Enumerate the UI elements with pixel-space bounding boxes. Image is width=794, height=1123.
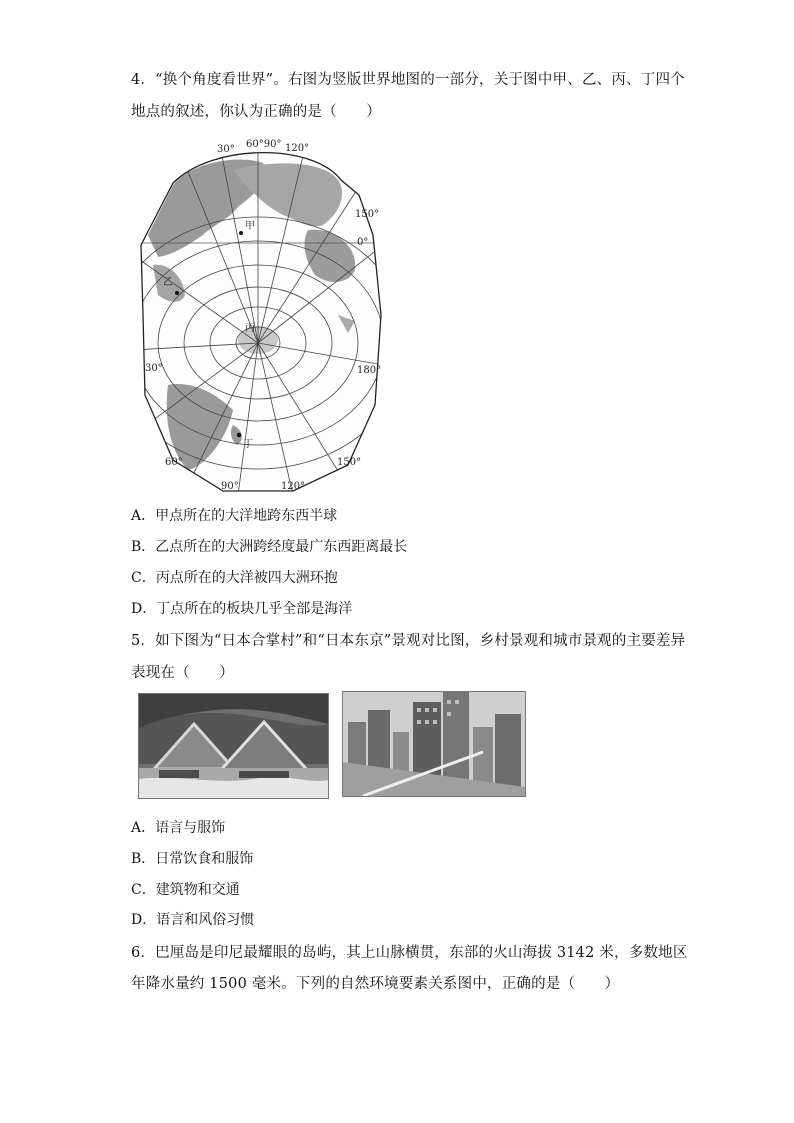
map-label-30-top: 30° xyxy=(217,144,235,155)
gassho-village-photo xyxy=(138,693,329,799)
map-label-60-bottom: 60° xyxy=(165,457,183,468)
map-label-0-right: 0° xyxy=(357,237,369,248)
map-label-ding: 丁 xyxy=(243,439,253,450)
map-label-180-right: 180° xyxy=(357,365,382,376)
map-label-150-right: 150° xyxy=(355,209,380,220)
map-label-yi: 乙 xyxy=(163,277,173,288)
point-ding-marker xyxy=(237,433,241,437)
q4-stem-line1: 4．“换个角度看世界”。右图为竖版世界地图的一部分，关于图中甲、乙、丙、丁四个 xyxy=(131,72,685,88)
q5-option-a: A．语言与服饰 xyxy=(131,820,226,836)
map-label-120-top: 120° xyxy=(285,143,310,154)
q4-option-d: D．丁点所在的板块几乎全部是海洋 xyxy=(131,601,353,617)
q6-stem-line2: 年降水量约 1500 毫米。下列的自然环境要素关系图中，正确的是（ ） xyxy=(131,976,620,992)
map-label-150-bottom: 150° xyxy=(337,457,362,468)
map-label-120-bottom: 120° xyxy=(281,481,306,492)
world-map-figure xyxy=(133,135,383,495)
q4-option-a: A．甲点所在的大洋地跨东西半球 xyxy=(131,508,338,524)
q5-option-c: C．建筑物和交通 xyxy=(131,882,240,898)
q5-option-d: D．语言和风俗习惯 xyxy=(131,912,255,928)
map-label-30-left: 30° xyxy=(145,363,163,374)
point-yi-marker xyxy=(175,291,179,295)
map-label-6090-top: 60°90° xyxy=(246,139,282,150)
q5-stem-line2: 表现在（ ） xyxy=(131,665,234,681)
q4-option-c: C．丙点所在的大洋被四大洲环抱 xyxy=(131,570,338,586)
q5-stem-line1: 5．如下图为“日本合掌村”和“日本东京”景观对比图，乡村景观和城市景观的主要差异 xyxy=(131,633,686,649)
map-label-90-bottom: 90° xyxy=(221,481,239,492)
q6-stem-line1: 6．巴厘岛是印尼最耀眼的岛屿，其上山脉横贯，东部的火山海拔 3142 米，多数地区 xyxy=(131,945,688,961)
point-jia-marker xyxy=(239,231,243,235)
map-label-jia: 甲 xyxy=(245,221,255,232)
q4-option-b: B．乙点所在的大洲跨经度最广东西距离最长 xyxy=(131,539,408,555)
q4-stem-line2: 地点的叙述，你认为正确的是（ ） xyxy=(131,104,381,120)
q5-option-b: B．日常饮食和服饰 xyxy=(131,851,254,867)
map-label-bing: 丙 xyxy=(245,323,255,334)
tokyo-city-photo xyxy=(342,691,526,797)
